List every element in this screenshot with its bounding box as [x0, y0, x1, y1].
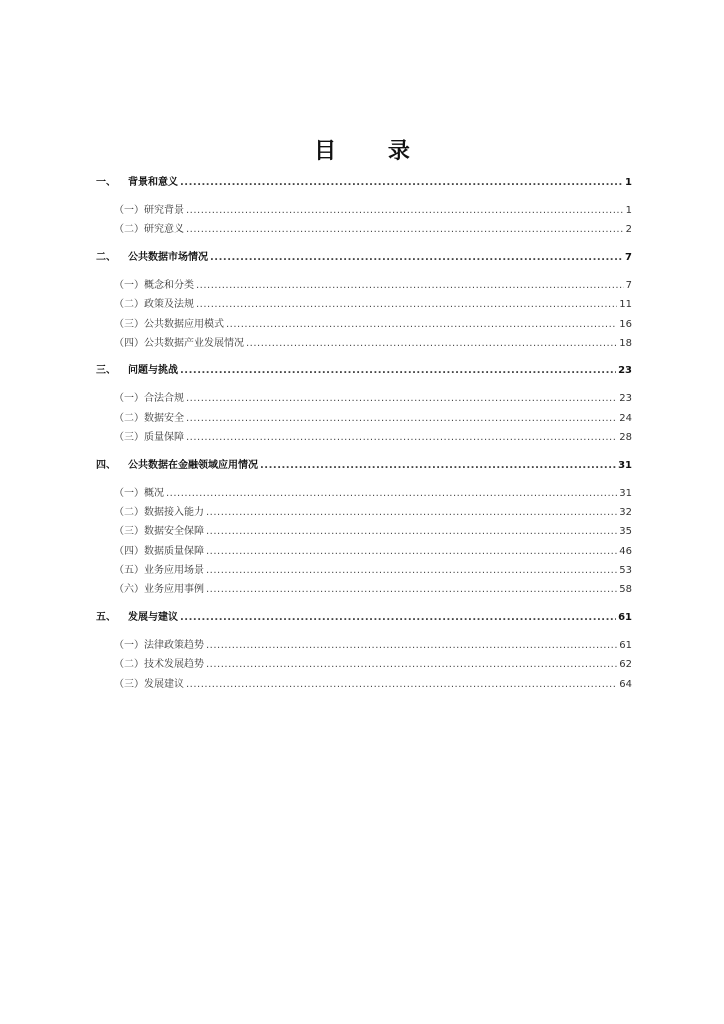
chapter-number: 四、 — [96, 459, 116, 471]
section-title: （三）发展建议 — [114, 678, 184, 690]
dot-leader — [206, 542, 617, 561]
section-page-number: 2 — [625, 224, 632, 236]
section-page-number: 46 — [619, 545, 632, 557]
section-page-number: 35 — [619, 526, 632, 538]
toc-section[interactable] — [96, 295, 632, 314]
toc-section[interactable] — [96, 220, 632, 239]
section-title: （一）研究背景 — [114, 205, 184, 216]
toc-section[interactable] — [96, 201, 632, 220]
section-title: （六）业务应用事例 — [114, 584, 204, 596]
chapter-page-number: 1 — [625, 177, 632, 188]
toc-section[interactable] — [96, 428, 632, 447]
toc-title: 目 录 — [314, 139, 432, 164]
chapter-page-number: 23 — [618, 365, 632, 377]
toc-section[interactable] — [96, 522, 632, 541]
section-title: （二）数据接入能力 — [114, 506, 204, 518]
toc-chapter[interactable] — [96, 457, 632, 475]
toc-chapter[interactable] — [96, 362, 632, 380]
chapter-title: 公共数据市场情况 — [128, 251, 208, 263]
toc-section[interactable] — [96, 276, 632, 295]
chapter-title: 发展与建议 — [128, 611, 178, 623]
dot-leader — [206, 522, 617, 541]
toc-section[interactable] — [96, 580, 632, 599]
toc-section[interactable] — [96, 636, 632, 655]
section-title: （一）合法合规 — [114, 393, 184, 405]
section-page-number: 28 — [619, 432, 632, 444]
chapter-number: 一、 — [96, 177, 116, 188]
chapter-title: 问题与挑战 — [128, 365, 178, 377]
section-page-number: 64 — [619, 678, 632, 690]
chapter-page-number: 61 — [618, 611, 632, 623]
section-page-number: 18 — [619, 337, 632, 349]
section-page-number: 7 — [625, 279, 632, 291]
toc-section[interactable] — [96, 409, 632, 428]
dot-leader — [226, 315, 617, 334]
dot-leader — [196, 295, 617, 314]
table-of-contents — [96, 174, 632, 694]
dot-leader — [196, 276, 624, 295]
toc-chapter[interactable] — [96, 609, 632, 627]
section-page-number: 58 — [619, 584, 632, 596]
section-page-number: 23 — [619, 393, 632, 405]
section-page-number: 53 — [619, 565, 632, 577]
dot-leader — [180, 174, 623, 192]
toc-section[interactable] — [96, 675, 632, 694]
section-page-number: 61 — [619, 639, 632, 651]
toc-chapter[interactable] — [96, 174, 632, 192]
chapter-title: 背景和意义 — [128, 177, 178, 188]
chapter-title: 公共数据在金融领域应用情况 — [128, 459, 258, 471]
dot-leader — [206, 636, 617, 655]
toc-chapter[interactable] — [96, 249, 632, 267]
dot-leader — [206, 580, 617, 599]
toc-section[interactable] — [96, 503, 632, 522]
dot-leader — [210, 249, 623, 267]
section-page-number: 31 — [619, 487, 632, 499]
dot-leader — [166, 484, 617, 503]
toc-section[interactable] — [96, 389, 632, 408]
chapter-number: 二、 — [96, 251, 116, 263]
section-title: （三）公共数据应用模式 — [114, 318, 224, 330]
section-title: （四）数据质量保障 — [114, 545, 204, 557]
section-title: （五）业务应用场景 — [114, 565, 204, 577]
section-page-number: 16 — [619, 318, 632, 330]
chapter-number: 五、 — [96, 611, 116, 623]
dot-leader — [186, 220, 624, 239]
dot-leader — [246, 334, 617, 353]
toc-section[interactable] — [96, 484, 632, 503]
section-title: （一）法律政策趋势 — [114, 639, 204, 651]
toc-section[interactable] — [96, 655, 632, 674]
dot-leader — [180, 362, 616, 380]
section-title: （二）技术发展趋势 — [114, 659, 204, 671]
toc-section[interactable] — [96, 542, 632, 561]
section-page-number: 1 — [625, 205, 632, 216]
toc-section[interactable] — [96, 315, 632, 334]
section-title: （三）质量保障 — [114, 432, 184, 444]
section-page-number: 32 — [619, 506, 632, 518]
dot-leader — [206, 655, 617, 674]
chapter-page-number: 7 — [625, 251, 632, 263]
toc-section[interactable] — [96, 561, 632, 580]
dot-leader — [206, 561, 617, 580]
dot-leader — [206, 503, 617, 522]
dot-leader — [186, 389, 617, 408]
section-title: （四）公共数据产业发展情况 — [114, 337, 244, 349]
dot-leader — [186, 675, 617, 694]
dot-leader — [186, 201, 624, 220]
section-title: （三）数据安全保障 — [114, 526, 204, 538]
section-page-number: 62 — [619, 659, 632, 671]
section-title: （二）研究意义 — [114, 224, 184, 236]
section-title: （一）概念和分类 — [114, 279, 194, 291]
section-title: （一）概况 — [114, 487, 164, 499]
dot-leader — [186, 409, 617, 428]
dot-leader — [180, 609, 616, 627]
section-page-number: 24 — [619, 412, 632, 424]
section-title: （二）政策及法规 — [114, 299, 194, 311]
section-title: （二）数据安全 — [114, 412, 184, 424]
section-page-number: 11 — [619, 299, 632, 311]
chapter-page-number: 31 — [618, 459, 632, 471]
toc-section[interactable] — [96, 334, 632, 353]
dot-leader — [186, 428, 617, 447]
dot-leader — [260, 457, 616, 475]
chapter-number: 三、 — [96, 365, 116, 377]
